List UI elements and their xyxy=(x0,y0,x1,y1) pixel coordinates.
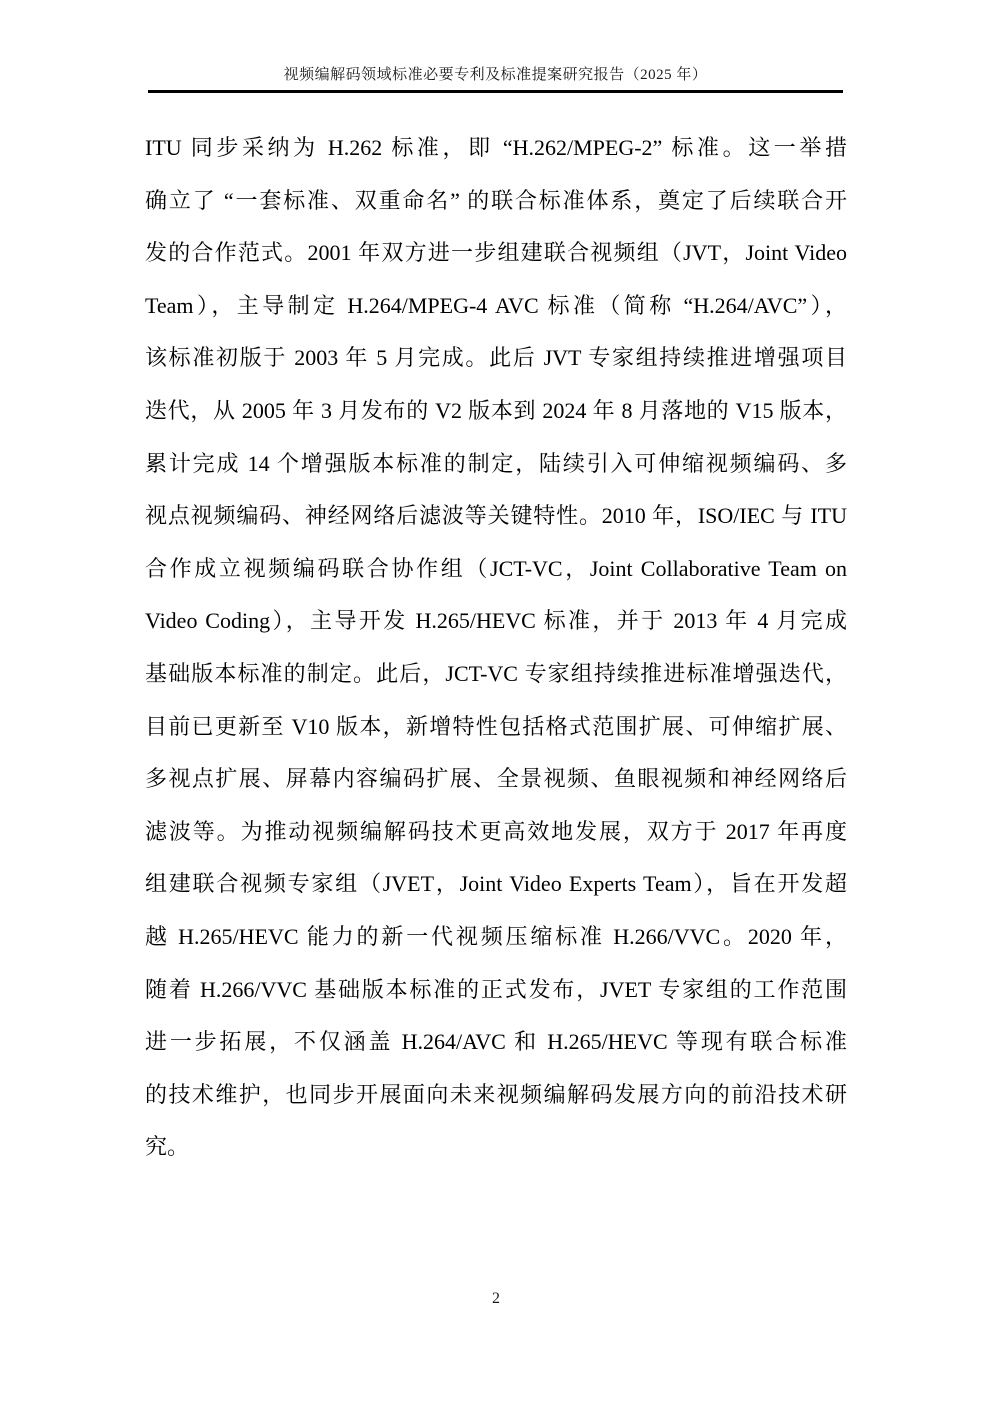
body-line: 累计完成 14 个增强版本标准的制定，陆续引入可伸缩视频编码、多 xyxy=(145,450,847,476)
document-body xyxy=(145,122,847,1174)
body-line: 合作成立视频编码联合协作组（JCT-VC，Joint Collaborative Team on xyxy=(145,555,847,581)
body-line: Video Coding），主导开发 H.265/HEVC 标准，并于 2013 年 4 月完成 xyxy=(145,608,847,634)
body-line: 究。 xyxy=(145,1134,190,1160)
body-line: 该标准初版于 2003 年 5 月完成。此后 JVT 专家组持续推进增强项目 xyxy=(145,345,847,371)
header-rule xyxy=(148,90,843,93)
body-line: ITU 同步采纳为 H.262 标准，即 “H.262/MPEG-2” 标准。这一举措 xyxy=(145,135,847,160)
page-header-title: 视频编解码领域标准必要专利及标准提案研究报告（2025 年） xyxy=(283,67,708,83)
body-line: 基础版本标准的制定。此后，JCT-VC 专家组持续推进标准增强迭代， xyxy=(145,660,847,686)
body-line: 进一步拓展，不仅涵盖 H.264/AVC 和 H.265/HEVC 等现有联合标准 xyxy=(145,1029,847,1055)
body-line: 发的合作范式。2001 年双方进一步组建联合视频组（JVT，Joint Video xyxy=(145,240,847,266)
body-line: Team），主导制定 H.264/MPEG-4 AVC 标准（简称 “H.264/AVC”）， xyxy=(145,292,847,318)
body-line: 迭代，从 2005 年 3 月发布的 V2 版本到 2024 年 8 月落地的 V15 版本， xyxy=(145,397,847,423)
body-line: 视点视频编码、神经网络后滤波等关键特性。2010 年，ISO/IEC 与 ITU xyxy=(145,503,847,529)
body-line: 越 H.265/HEVC 能力的新一代视频压缩标准 H.266/VVC。2020 年， xyxy=(145,923,847,949)
body-line: 组建联合视频专家组（JVET，Joint Video Experts Team），旨在开发超 xyxy=(145,871,847,897)
body-line: 随着 H.266/VVC 基础版本标准的正式发布，JVET 专家组的工作范围 xyxy=(145,976,847,1002)
page-number: 2 xyxy=(492,1290,500,1307)
body-line: 的技术维护，也同步开展面向未来视频编解码发展方向的前沿技术研 xyxy=(145,1081,847,1107)
body-line: 确立了 “一套标准、双重命名” 的联合标准体系，奠定了后续联合开 xyxy=(145,187,847,213)
body-line: 滤波等。为推动视频编解码技术更高效地发展，双方于 2017 年再度 xyxy=(145,818,847,844)
body-line: 目前已更新至 V10 版本，新增特性包括格式范围扩展、可伸缩扩展、 xyxy=(145,713,847,739)
body-line: 多视点扩展、屏幕内容编码扩展、全景视频、鱼眼视频和神经网络后 xyxy=(145,766,847,792)
